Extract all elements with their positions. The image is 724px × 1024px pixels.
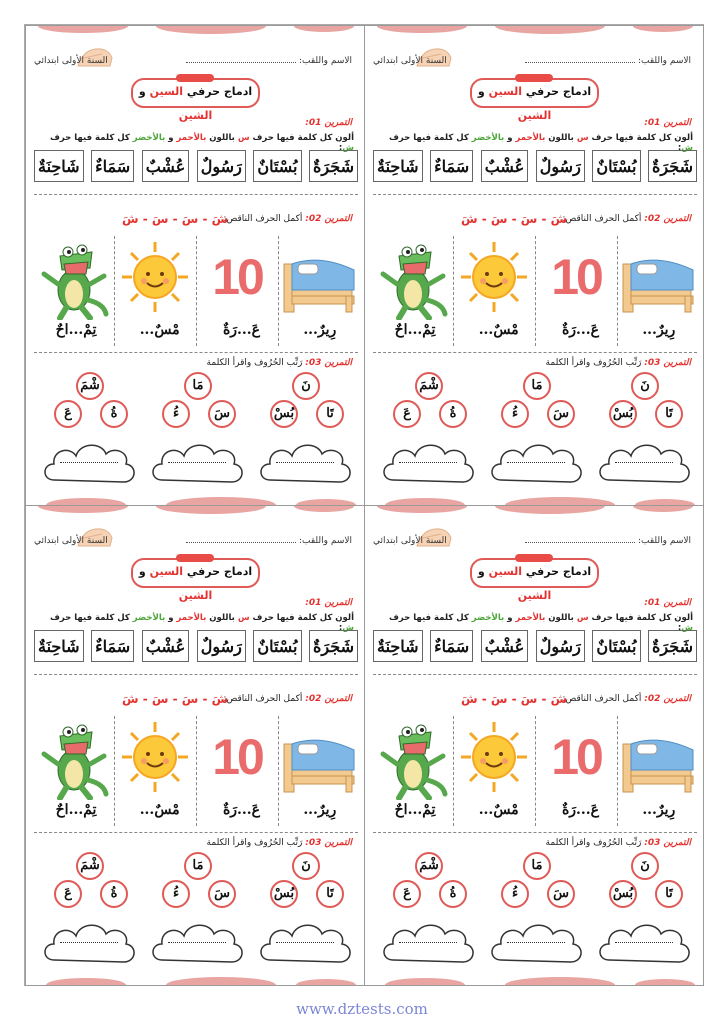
title-and: و [477, 565, 485, 578]
divider [34, 194, 358, 195]
exercise-1-label: التمرين 01: [644, 118, 691, 128]
fill-word[interactable]: ...رِيرٌ [303, 802, 337, 818]
word-box[interactable]: شَجَرَةٌ [309, 150, 358, 182]
bed-icon [280, 714, 358, 800]
worksheet-card [25, 25, 365, 506]
word-box[interactable]: شَجَرَةٌ [648, 150, 697, 182]
divider [373, 194, 697, 195]
number-ten: 10 [212, 249, 262, 305]
decor-arc [294, 505, 354, 512]
decor-arc [505, 977, 615, 986]
name-dots [186, 542, 296, 543]
exercise-2-words [373, 802, 697, 818]
worksheet-card [364, 505, 704, 986]
cloud-icon [595, 436, 695, 492]
name-label: الاسم واللقب: [637, 56, 691, 66]
answer-line[interactable] [507, 462, 565, 463]
word-box[interactable]: عُشْبٌ [142, 150, 190, 182]
title-seen: السين [149, 85, 184, 98]
exercise-3-label: التمرين 03: رَتِّب الحُرُوف واقرأ الكلمة [206, 358, 352, 368]
name-label: الاسم واللقب: [298, 536, 352, 546]
letter-cluster [485, 846, 589, 976]
worksheet-title [131, 78, 260, 122]
exercise-3-clusters [32, 366, 360, 496]
fill-word[interactable]: عَ...رَةٌ [222, 322, 261, 338]
grade-label: السنة الأولى ابتدائي [34, 536, 108, 546]
word-box[interactable]: رَسُولٌ [536, 630, 585, 662]
answer-line[interactable] [276, 462, 334, 463]
exercise-2-letters: شَ - سَ - سَ - شَ [461, 692, 568, 706]
title-and: و [477, 85, 485, 98]
decor-arc [377, 25, 467, 33]
decor-arc [166, 977, 276, 986]
letter-circle: ةُ [439, 880, 467, 908]
word-boxes [34, 630, 358, 664]
word-box[interactable]: رَسُولٌ [197, 630, 246, 662]
letter-cluster [146, 366, 250, 496]
number-ten: 10 [551, 729, 601, 785]
word-box[interactable]: سَمَاءٌ [430, 150, 473, 182]
name-field[interactable] [186, 536, 352, 546]
letter-circle: عَ [393, 400, 421, 428]
fill-word[interactable]: تِمْ...احٌ [394, 802, 436, 818]
letter-circle: تَا [655, 400, 683, 428]
letter-circle: بُسْ [609, 880, 637, 908]
answer-line[interactable] [615, 462, 673, 463]
title-tab [176, 554, 214, 562]
name-dots [525, 542, 635, 543]
worksheet-card [364, 25, 704, 506]
exercise-3-clusters [371, 366, 699, 496]
title-sheen: الشين [517, 109, 552, 122]
title-prefix: ادماج حرفي [525, 85, 592, 98]
decor-arc [296, 979, 356, 986]
letter-cluster [485, 366, 589, 496]
crocodile-icon [34, 234, 112, 320]
letter-circle: سَ [547, 400, 575, 428]
decor-arc [495, 25, 605, 34]
exercise-1-instruction: ألون كل كلمة فيها حرف س باللون بالأحمر و بالأخضر كل كلمة فيها حرف ش: [388, 613, 693, 633]
letter-cluster [38, 846, 142, 976]
sun-icon [116, 234, 194, 320]
letter-circle: نَ [631, 852, 659, 880]
answer-line[interactable] [399, 942, 457, 943]
exercise-1-instruction: ألون كل كلمة فيها حرف س باللون بالأحمر و بالأخضر كل كلمة فيها حرف ش: [49, 133, 354, 153]
letter-cluster [593, 846, 697, 976]
fill-word[interactable]: ...رِيرٌ [303, 322, 337, 338]
letter-circle: بُسْ [609, 400, 637, 428]
divider [373, 674, 697, 675]
word-box[interactable]: رَسُولٌ [197, 150, 246, 182]
exercise-2-letters: شَ - سَ - سَ - شَ [122, 212, 229, 226]
title-sheen: الشين [178, 109, 213, 122]
letter-circle: نَ [292, 852, 320, 880]
sun-icon [455, 714, 533, 800]
decor-arc [495, 505, 605, 514]
letter-circle: مَا [184, 372, 212, 400]
cloud-icon [256, 436, 356, 492]
letter-circle: ةُ [100, 400, 128, 428]
letter-circle: شْمَ [76, 372, 104, 400]
answer-line[interactable] [60, 942, 118, 943]
answer-line[interactable] [507, 942, 565, 943]
grade-label: السنة الأولى ابتدائي [373, 536, 447, 546]
worksheet-title [470, 78, 599, 122]
cloud-icon [148, 916, 248, 972]
fill-word[interactable]: ...رِيرٌ [642, 802, 676, 818]
fill-word[interactable]: عَ...رَةٌ [561, 802, 600, 818]
name-field[interactable] [525, 56, 691, 66]
exercise-2-words [373, 322, 697, 338]
grade-label: السنة الأولى ابتدائي [373, 56, 447, 66]
cloud-icon [148, 436, 248, 492]
letter-circle: ءُ [162, 880, 190, 908]
word-box[interactable]: عُشْبٌ [142, 630, 190, 662]
word-boxes [373, 150, 697, 184]
worksheet-card [25, 505, 365, 986]
site-url[interactable]: www.dztests.com [296, 1000, 428, 1018]
exercise-2-words [34, 802, 358, 818]
divider [373, 352, 697, 353]
title-prefix: ادماج حرفي [186, 565, 253, 578]
decor-arc [38, 25, 128, 33]
cloud-icon [595, 916, 695, 972]
fill-word[interactable]: ...مْسٌ [478, 802, 519, 818]
answer-line[interactable] [60, 462, 118, 463]
exercise-1-instruction: ألون كل كلمة فيها حرف س باللون بالأحمر و بالأخضر كل كلمة فيها حرف ش: [388, 133, 693, 153]
letter-circle: مَا [184, 852, 212, 880]
word-box[interactable]: شَجَرَةٌ [648, 630, 697, 662]
answer-line[interactable] [168, 942, 226, 943]
fill-word[interactable]: ...رِيرٌ [642, 322, 676, 338]
exercise-2-label: التمرين 02: أكمل الحرف الناقص: [562, 214, 691, 224]
exercise-2-label: التمرين 02: أكمل الحرف الناقص: [223, 694, 352, 704]
title-seen: السين [488, 85, 523, 98]
sun-icon [455, 234, 533, 320]
number-ten: 10 [551, 249, 601, 305]
word-box[interactable]: عُشْبٌ [481, 150, 529, 182]
exercise-1-instruction: ألون كل كلمة فيها حرف س باللون بالأحمر و بالأخضر كل كلمة فيها حرف ش: [49, 613, 354, 633]
title-tab [515, 554, 553, 562]
divider [34, 352, 358, 353]
letter-circle: بُسْ [270, 880, 298, 908]
letter-cluster [38, 366, 142, 496]
decor-arc [294, 25, 354, 32]
letter-circle: ءُ [501, 400, 529, 428]
exercise-3-label: التمرين 03: رَتِّب الحُرُوف واقرأ الكلمة [545, 838, 691, 848]
exercise-3-clusters [32, 846, 360, 976]
word-box[interactable]: شَاحِنَةٌ [373, 630, 423, 662]
exercise-1-label: التمرين 01: [644, 598, 691, 608]
decor-arc [635, 979, 695, 986]
letter-cluster [377, 366, 481, 496]
worksheet-sheet [24, 24, 704, 986]
letter-circle: تَا [316, 400, 344, 428]
letter-circle: عَ [54, 880, 82, 908]
divider [34, 674, 358, 675]
word-box[interactable]: بُسْتَانٌ [253, 150, 301, 182]
cloud-icon [379, 916, 479, 972]
title-seen: السين [488, 565, 523, 578]
letter-circle: مَا [523, 372, 551, 400]
exercise-2-letters: شَ - سَ - سَ - شَ [122, 692, 229, 706]
letter-circle: ءُ [501, 880, 529, 908]
crocodile-icon [373, 234, 451, 320]
sun-icon [116, 714, 194, 800]
number-ten: 10 [212, 729, 262, 785]
word-box[interactable]: شَجَرَةٌ [309, 630, 358, 662]
exercise-1-label: التمرين 01: [305, 598, 352, 608]
letter-circle: نَ [631, 372, 659, 400]
cloud-icon [487, 436, 587, 492]
decor-arc [633, 25, 693, 32]
decor-arc [633, 505, 693, 512]
title-tab [176, 74, 214, 82]
letter-circle: شْمَ [415, 372, 443, 400]
name-dots [186, 62, 296, 63]
cloud-icon [40, 436, 140, 492]
crocodile-icon [34, 714, 112, 800]
word-box[interactable]: بُسْتَانٌ [592, 150, 640, 182]
fill-word[interactable]: تِمْ...احٌ [55, 322, 97, 338]
name-dots [525, 62, 635, 63]
fill-word[interactable]: تِمْ...احٌ [394, 322, 436, 338]
letter-cluster [146, 846, 250, 976]
letter-circle: ةُ [100, 880, 128, 908]
word-box[interactable]: رَسُولٌ [536, 150, 585, 182]
name-label: الاسم واللقب: [298, 56, 352, 66]
title-seen: السين [149, 565, 184, 578]
letter-circle: ةُ [439, 400, 467, 428]
letter-circle: سَ [208, 880, 236, 908]
letter-circle: ءُ [162, 400, 190, 428]
title-and: و [138, 85, 146, 98]
fill-word[interactable]: عَ...رَةٌ [561, 322, 600, 338]
cloud-icon [256, 916, 356, 972]
cloud-icon [487, 916, 587, 972]
letter-circle: شْمَ [76, 852, 104, 880]
exercise-2-words [34, 322, 358, 338]
word-box[interactable]: شَاحِنَةٌ [34, 150, 84, 182]
name-field[interactable] [186, 56, 352, 66]
letter-cluster [254, 846, 358, 976]
word-box[interactable]: بُسْتَانٌ [592, 630, 640, 662]
fill-word[interactable]: عَ...رَةٌ [222, 802, 261, 818]
title-and: و [138, 565, 146, 578]
name-field[interactable] [525, 536, 691, 546]
word-box[interactable]: بُسْتَانٌ [253, 630, 301, 662]
answer-line[interactable] [168, 462, 226, 463]
decor-arc [46, 978, 126, 986]
fill-word[interactable]: ...مْسٌ [139, 802, 180, 818]
divider [373, 832, 697, 833]
decor-arc [156, 25, 266, 34]
name-label: الاسم واللقب: [637, 536, 691, 546]
exercise-2-label: التمرين 02: أكمل الحرف الناقص: [223, 214, 352, 224]
word-box[interactable]: سَمَاءٌ [91, 150, 134, 182]
answer-line[interactable] [615, 942, 673, 943]
decor-arc [377, 505, 467, 513]
exercise-3-label: التمرين 03: رَتِّب الحُرُوف واقرأ الكلمة [206, 838, 352, 848]
letter-circle: نَ [292, 372, 320, 400]
letter-circle: شْمَ [415, 852, 443, 880]
crocodile-icon [373, 714, 451, 800]
answer-line[interactable] [399, 462, 457, 463]
bed-icon [619, 714, 697, 800]
divider [34, 832, 358, 833]
worksheet-title [470, 558, 599, 602]
decor-arc [156, 505, 266, 514]
fill-word[interactable]: ...مْسٌ [139, 322, 180, 338]
bed-icon [619, 234, 697, 320]
letter-circle: عَ [54, 400, 82, 428]
letter-circle: سَ [208, 400, 236, 428]
fill-word[interactable]: تِمْ...احٌ [55, 802, 97, 818]
word-box[interactable]: شَاحِنَةٌ [34, 630, 84, 662]
letter-circle: بُسْ [270, 400, 298, 428]
exercise-3-label: التمرين 03: رَتِّب الحُرُوف واقرأ الكلمة [545, 358, 691, 368]
decor-arc [38, 505, 128, 513]
title-sheen: الشين [178, 589, 213, 602]
exercise-3-clusters [371, 846, 699, 976]
word-box[interactable]: سَمَاءٌ [430, 630, 473, 662]
letter-cluster [377, 846, 481, 976]
bed-icon [280, 234, 358, 320]
fill-word[interactable]: ...مْسٌ [478, 322, 519, 338]
title-prefix: ادماج حرفي [525, 565, 592, 578]
exercise-2-label: التمرين 02: أكمل الحرف الناقص: [562, 694, 691, 704]
cloud-icon [40, 916, 140, 972]
word-boxes [373, 630, 697, 664]
word-box[interactable]: شَاحِنَةٌ [373, 150, 423, 182]
word-box[interactable]: سَمَاءٌ [91, 630, 134, 662]
letter-circle: عَ [393, 880, 421, 908]
title-sheen: الشين [517, 589, 552, 602]
letter-circle: تَا [655, 880, 683, 908]
title-tab [515, 74, 553, 82]
letter-cluster [254, 366, 358, 496]
word-boxes [34, 150, 358, 184]
decor-arc [385, 978, 465, 986]
worksheet-title [131, 558, 260, 602]
title-prefix: ادماج حرفي [186, 85, 253, 98]
letter-circle: تَا [316, 880, 344, 908]
cloud-icon [379, 436, 479, 492]
answer-line[interactable] [276, 942, 334, 943]
grade-label: السنة الأولى ابتدائي [34, 56, 108, 66]
exercise-1-label: التمرين 01: [305, 118, 352, 128]
word-box[interactable]: عُشْبٌ [481, 630, 529, 662]
letter-cluster [593, 366, 697, 496]
exercise-2-letters: شَ - سَ - سَ - شَ [461, 212, 568, 226]
letter-circle: سَ [547, 880, 575, 908]
letter-circle: مَا [523, 852, 551, 880]
